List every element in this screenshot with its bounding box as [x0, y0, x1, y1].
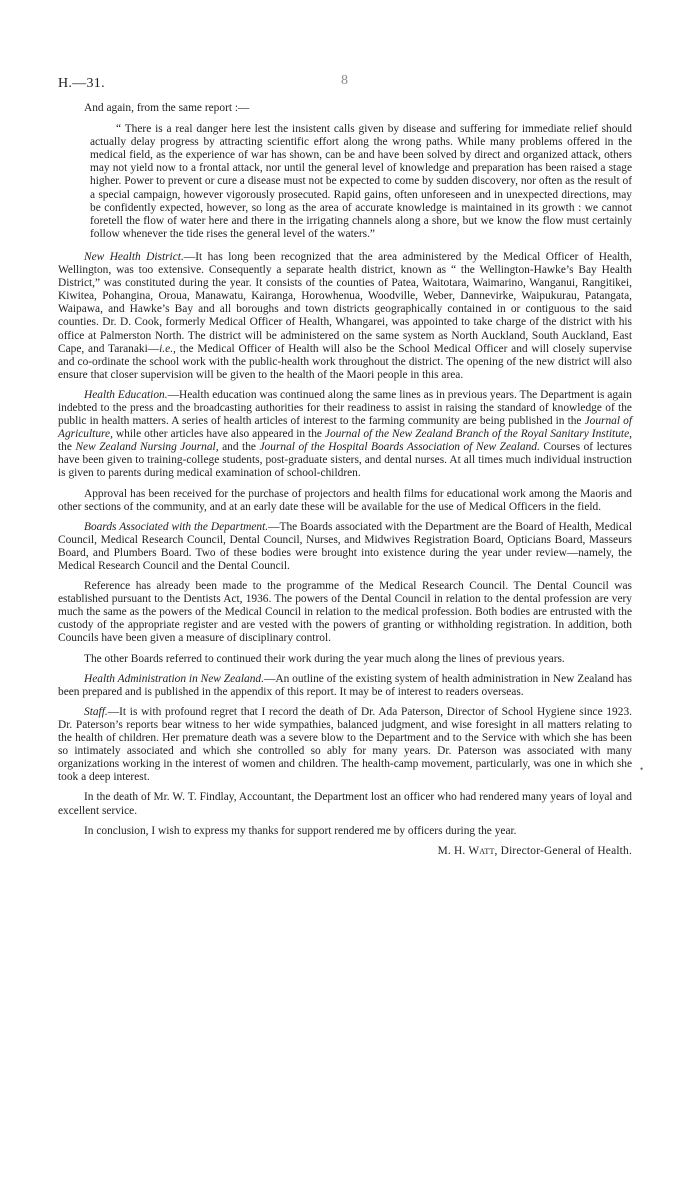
document-body — [58, 102, 632, 858]
text-health-education-5: Courses of lectures have been given to training-college students, post-graduate sisters, and dental nurses. At all times much individual instruction is given to parents during medical examination of school-children. — [58, 441, 632, 480]
journal-hospital: Journal of the Hospital Boards Association of New Zealand. — [259, 441, 540, 454]
document-reference: H.—31. — [58, 76, 105, 91]
journal-nursing: New Zealand Nursing Journal, — [75, 441, 219, 454]
text-new-health-district-end: the Medical Officer of Health will also be the School Medical Officer and will closely supervise and co-ordinate the school work with the public-health work throughout the district. The opening of the new district will also ensure that closer supervision will be given to the health of the Maori people in this area. — [58, 342, 632, 381]
paragraph-other-boards: The other Boards referred to continued their work during the year much along the lines of previous years. — [84, 652, 565, 665]
page-number: 8 — [341, 73, 348, 88]
paragraph-approval: Approval has been received for the purchase of projectors and health films for educational work among the Maoris and other sections of the community, and at an early date these will be available for the use of Medical Officers in the field. — [58, 487, 632, 513]
text-health-education-2: while other articles have also appeared in the — [112, 428, 325, 441]
heading-boards: Boards Associated with the Department. — [84, 520, 269, 533]
margin-mark: • — [640, 764, 644, 774]
text-health-education-1: —Health education was continued along the same lines as in previous years. The Department is again indebted to the press and the broadcasting authorities for their readiness to assist in raising the standard of knowledge of the public in health matters. A series of health articles of interest to the farming community are being published in the — [58, 388, 632, 428]
heading-administration: Health Administration in New Zealand. — [84, 672, 264, 685]
journal-nz-branch: Journal of the New Zealand Branch of the Royal Sanitary Institute, — [324, 428, 632, 441]
text-boards: —The Boards associated with the Department are the Board of Health, Medical Council, Medical Research Council, Dental Council, Nurses, and Midwives Registration Board, Opticians Board, Masseurs Board, and Plumbers Board. Two of these bodies were brought into existence during the year under review—namely, the Medical Research Council and the Dental Council. — [58, 520, 632, 572]
quote-text: “ There is a real danger here lest the insistent calls given by disease and suffering for immediate relief should actually delay progress by attracting scientific effort along the wrong paths. While many problems offered in the medical field, as the experience of war has shown, can be and have been solved by direct and organized attack, others may not yield now to a frontal attack, nor until the general level of knowledge and preparation has been raised a stage higher. Power to prevent or cure a disease must not be expected to come by sudden discovery, nor often as the result of a special campaign, however vigorously prosecuted. Rapid gains, often unforeseen and in unexpected directions, may be confidently expected, however, so long as the area of accurate knowledge is maintained in its growth : we cannot foretell the flow of water here and there in the irrigating channels along a shore, but we know the flow must certainly follow whenever the tide rises the general level of the waters.” — [90, 123, 632, 240]
signature-name: M. H. Watt, — [437, 844, 498, 857]
heading-staff: Staff. — [84, 705, 108, 718]
text-health-education-4: and the — [218, 441, 260, 454]
text-health-education-3: the — [58, 441, 76, 454]
ie-abbrev: i.e., — [159, 342, 176, 355]
report-quote — [58, 123, 632, 241]
signature-title: Director-General of Health. — [497, 844, 632, 857]
paragraph-new-health-district — [58, 251, 632, 382]
paragraph-findlay: In the death of Mr. W. T. Findlay, Accountant, the Department lost an officer who had rendered many years of loyal and excellent service. — [58, 791, 632, 817]
paragraph-reference: Reference has already been made to the programme of the Medical Research Council. The Dental Council was established pursuant to the Dentists Act, 1936. The powers of the Dental Council in relation to the dental profession are very much the same as the powers of the Medical Council in relation to the medical profession. Both bodies are entrusted with the custody of the appropriate register and are vested with the powers of granting or withholding registration. In addition, both Councils have been given a measure of disciplinary control. — [58, 580, 632, 645]
paragraph-conclusion: In conclusion, I wish to express my thanks for support rendered me by officers during the year. — [84, 824, 517, 837]
heading-new-health-district: New Health District. — [84, 250, 184, 263]
text-new-health-district: —It has long been recognized that the area administered by the Medical Officer of Health, Wellington, was too extensive. Consequently a separate health district, known as “ the Wellington-Hawke’s Bay Health District,” was constituted during the year. It consists of the counties of Patea, Waitotara, Waimarino, Wanganui, Rangitikei, Kiwitea, Pohangina, Oroua, Manawatu, Kairanga, Horowhenua, Woodville, Weber, Dannevirke, Waipukurau, Patangata, Waipawa, and Hawke’s Bay and all boroughs and town districts geographically contained in or contiguous to the said counties. Dr. D. Cook, formerly Medical Officer of Health, Whangarei, was appointed to take charge of the district with his office at Palmerston North. The district will be administered on the same system as North Auckland, South Auckland, East Cape, and Taranaki— — [58, 250, 632, 355]
text-staff: —It is with profound regret that I record the death of Dr. Ada Paterson, Director of School Hygiene since 1923. Dr. Paterson’s reports bear witness to her wide sympathies, balanced judgment, and wise foresight in all matters relating to the health of children. Her premature death was a severe blow to the Department and to the Service with which she has been so intimately associated and which she controlled so ably for many years. Dr. Paterson was associated with many organizations working in the interest of women and children. The health-camp movement, particularly, was one in which she took a deep interest. — [58, 705, 632, 784]
signature — [58, 845, 632, 858]
journal-agriculture: Journal of Agriculture, — [58, 415, 632, 441]
paragraph-health-education — [58, 389, 632, 481]
intro-line: And again, from the same report :— — [84, 102, 250, 114]
heading-health-education: Health Education. — [84, 388, 168, 401]
text-administration: —An outline of the existing system of health administration in New Zealand has been prepared and is published in the appendix of this report. It may be of interest to readers overseas. — [58, 672, 632, 698]
paragraph-staff — [58, 706, 632, 785]
paragraph-administration — [58, 673, 632, 699]
paragraph-boards — [58, 521, 632, 573]
